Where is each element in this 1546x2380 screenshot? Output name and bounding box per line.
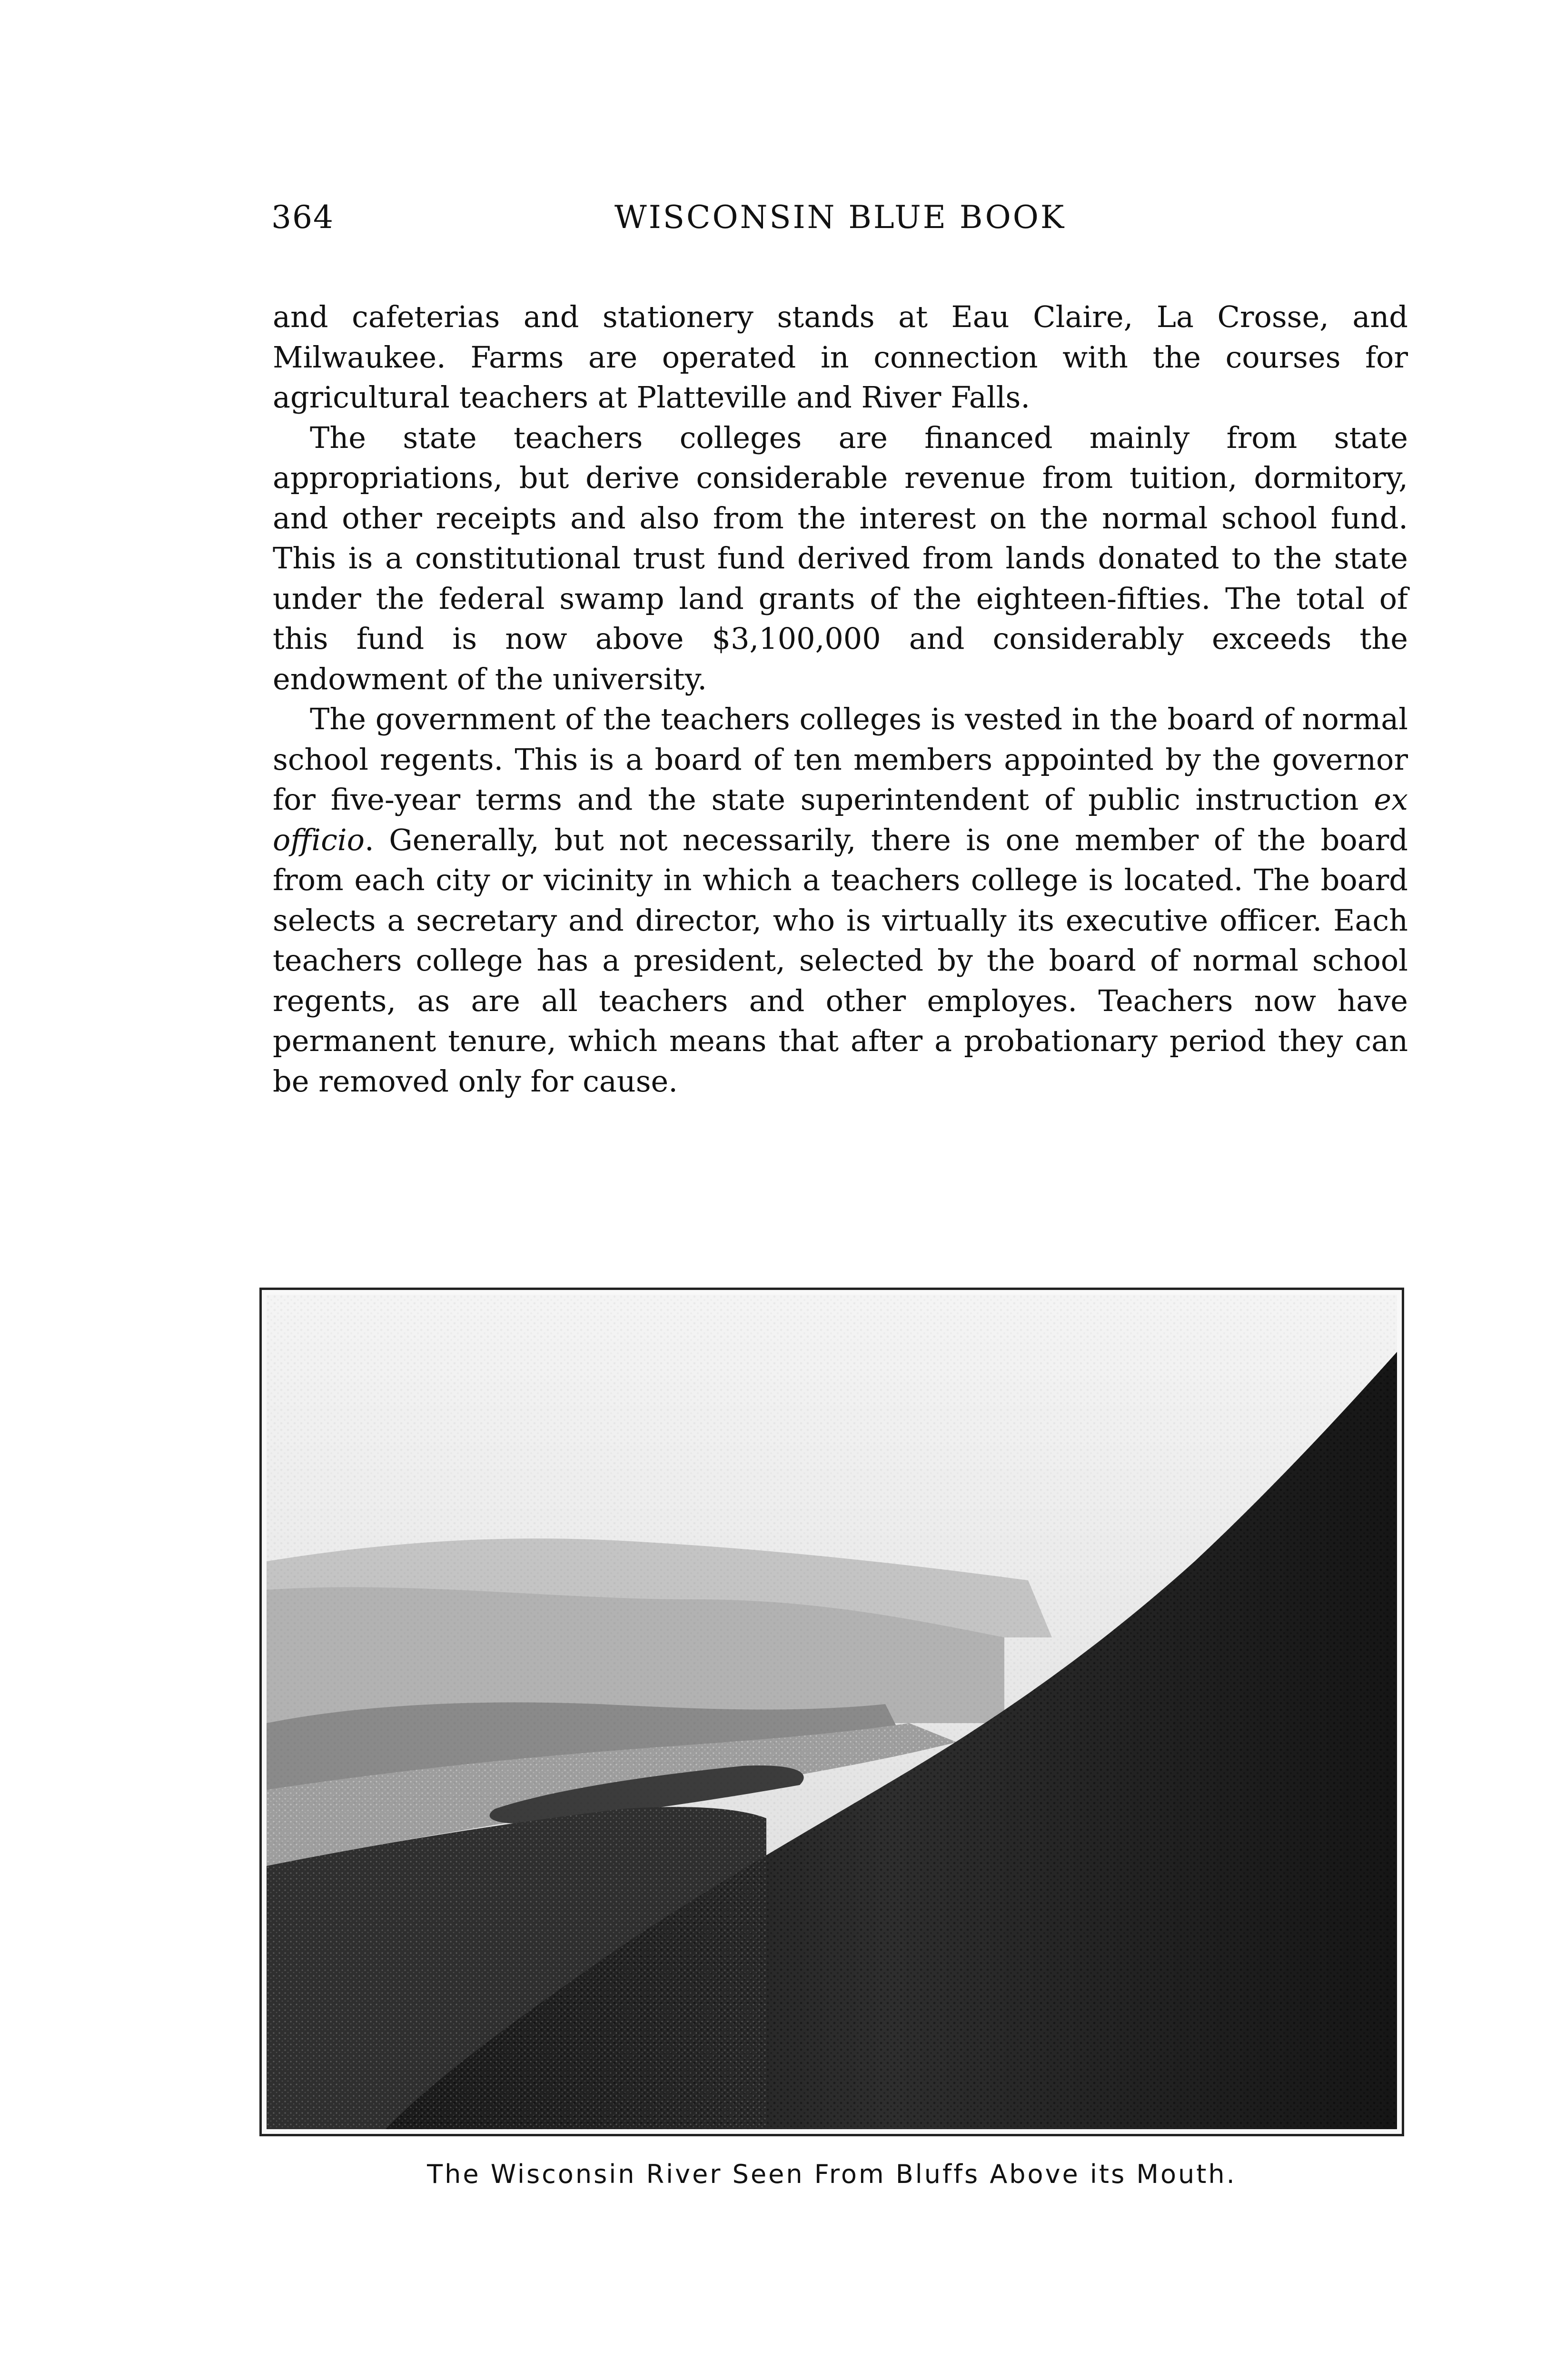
figure-caption: The Wisconsin River Seen From Bluffs Above its Mouth. bbox=[427, 2159, 1237, 2189]
running-head bbox=[271, 199, 1409, 251]
ex-officio-italic: ex officio bbox=[273, 782, 1408, 857]
running-title: WISCONSIN BLUE BOOK bbox=[614, 199, 1066, 236]
body-text bbox=[273, 297, 1408, 1101]
river-photograph bbox=[259, 1288, 1404, 2136]
page-number: 364 bbox=[271, 199, 334, 236]
paragraph-continuation: and cafeterias and stationery stands at Eau Claire, La Crosse, and Milwaukee. Farms are operated in connection with the courses for agricultural teachers at Platteville and River Falls. bbox=[273, 299, 1408, 415]
paragraph-financing: The state teachers colleges are financed mainly from state appropriations, but derive considerable revenue from tuition, dormitory, and other receipts and also from the interest on the normal school fund. This is a constitutional trust fund derived from lands donated to the state under the federal swamp land grants of the eighteen-fifties. The total of this fund is now above $3,100,000 and considerably exceeds the endowment of the university. bbox=[273, 420, 1408, 696]
paragraph-government bbox=[273, 699, 1408, 1101]
halftone-grain bbox=[267, 1295, 1397, 2129]
paragraph-government-text-start: The government of the teachers colleges is vested in the board of normal school regents. This is a board of ten members appointed by the governor for five-year terms and the state superintendent of public instruction bbox=[273, 702, 1408, 817]
paragraph-government-text-end: . Generally, but not necessarily, there is one member of the board from each city or vicinity in which a teachers college is located. The board selects a secretary and director, who is virtually its executive officer. Each teachers college has a president, selected by the board of normal school regents, as are all teachers and other employes. Teachers now have permanent tenure, which means that after a probationary period they can be removed only for cause. bbox=[273, 822, 1408, 1099]
river-landscape-image bbox=[267, 1295, 1397, 2129]
